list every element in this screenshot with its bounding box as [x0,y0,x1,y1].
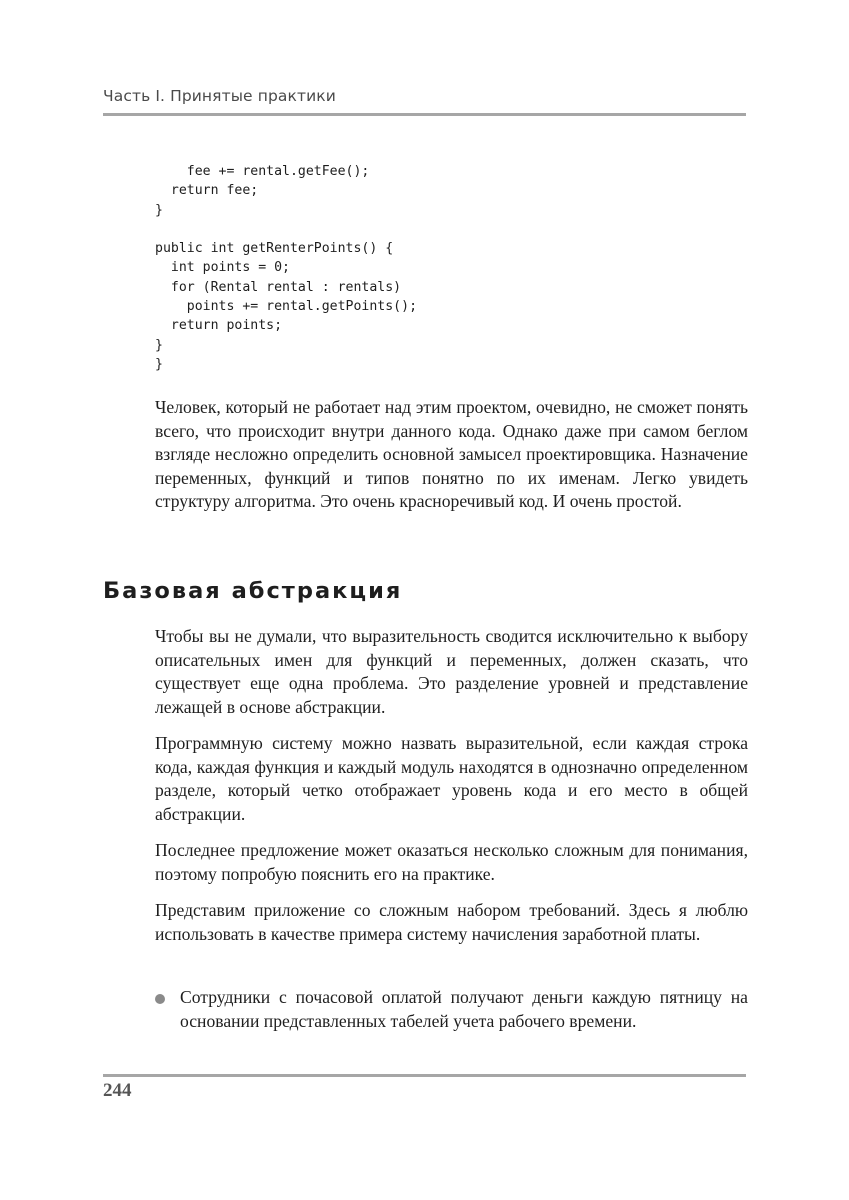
page-number: 244 [103,1080,132,1101]
paragraph-3: Программную систему можно назвать выразительной, если каждая строка кода, каждая функция и каждый модуль находятся в однозначно определенном разделе, который четко отображает уровень кода и его место в общей абстракции. [155,733,748,824]
bullet-icon [155,994,165,1004]
header-rule [103,113,746,116]
paragraph-2: Чтобы вы не думали, что выразительность сводится исключительно к выбору описательных имен для функций и переменных, должен сказать, что существует еще одна проблема. Это разделение уровней и представление лежащей в основе абстракции. [155,626,748,717]
section-heading: Базовая абстракция [103,578,403,604]
list-item-text: Сотрудники с почасовой оплатой получают деньги каждую пятницу на основании представленных табелей учета рабочего времени. [180,987,748,1031]
paragraph-5: Представим приложение со сложным набором требований. Здесь я люблю использовать в качестве примера систему начисления заработной платы. [155,900,748,944]
footer-rule [103,1074,746,1077]
running-head: Часть I. Принятые практики [103,87,336,105]
code-block: fee += rental.getFee(); return fee; } public int getRenterPoints() { int points = 0; for (Rental rental : rentals) points += rental.getPoints(); return points; } } [155,164,418,372]
paragraph-4: Последнее предложение может оказаться несколько сложным для понимания, поэтому попробую пояснить его на практике. [155,840,748,884]
paragraph-1: Человек, который не работает над этим проектом, очевидно, не сможет понять всего, что происходит внутри данного кода. Однако даже при самом беглом взгляде несложно определить основной замысел проектировщика. Назначение переменных, функций и типов понятно по их именам. Легко увидеть структуру алгоритма. Это очень красноречивый код. И очень простой. [155,397,748,511]
